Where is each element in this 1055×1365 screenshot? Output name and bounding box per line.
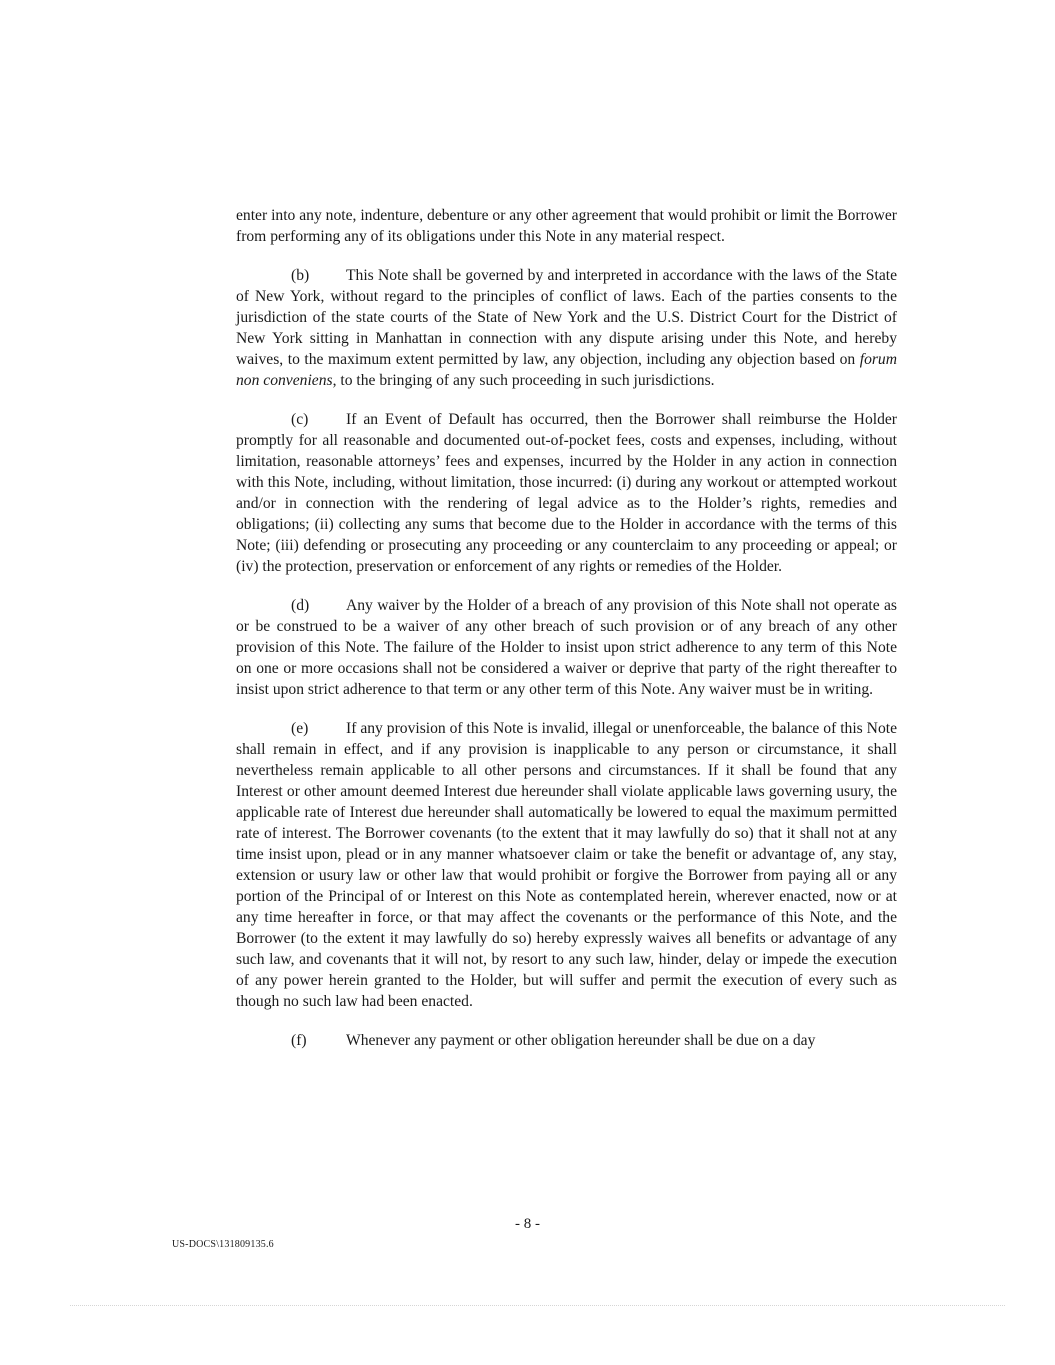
page-number: - 8 - [515,1216,540,1232]
paragraph-b-text-after: , to the bringing of any such proceeding in such jurisdictions. [332,372,715,389]
paragraph-c-text: If an Event of Default has occurred, then the Borrower shall reimburse the Holder promptly for all reasonable and documented out-of-pocket fees, costs and expenses, including, without limitation, reasonable attorneys’ fees and expenses, incurred by the Holder in any action in connection with this Note, including, without limitation, those incurred: (i) during any workout or attempted workout and/or in connection with the rendering of legal advice as to the Holder’s rights, remedies and obligations; (ii) collecting any sums that become due to the Holder in accordance with the terms of this Note; (iii) defending or prosecuting any proceeding or any counterclaim to any proceeding or appeal; or (iv) the protection, preservation or enforcement of any rights or remedies of the Holder. [236,411,897,575]
paragraph-b [236,265,897,391]
paragraph-c [236,409,897,577]
paragraph-e [236,718,897,1012]
page-bottom-divider [70,1305,1005,1306]
paragraph-f-text: Whenever any payment or other obligation hereunder shall be due on a day [346,1032,816,1049]
paragraph-f [236,1030,897,1051]
paragraph-e-label: (e) [291,720,309,737]
paragraph-d-label: (d) [291,597,310,614]
document-id: US-DOCS\131809135.6 [172,1239,274,1250]
paragraph-a-continuation [236,205,897,247]
paragraph-b-text-before: This Note shall be governed by and interpreted in accordance with the laws of the State of New York, without regard to the principles of conflict of laws. Each of the parties consents to the jurisdiction of the state courts of the State of New York and the U.S. District Court for the District of New York sitting in Manhattan in connection with any dispute arising under this Note, and hereby waives, to the maximum extent permitted by law, any objection, including any objection based on [236,267,897,368]
paragraph-f-label: (f) [291,1032,307,1049]
body-text [236,205,897,1069]
paragraph-d-text: Any waiver by the Holder of a breach of any provision of this Note shall not operate as or be construed to be a waiver of any other breach of such provision or of any breach of any other provision of this Note. The failure of the Holder to insist upon strict adherence to any term of this Note on one or more occasions shall not be considered a waiver or deprive that party of the right thereafter to insist upon strict adherence to that term or any other term of this Note. Any waiver must be in writing. [236,597,897,698]
paragraph-a-text: enter into any note, indenture, debenture or any other agreement that would prohibit or limit the Borrower from performing any of its obligations under this Note in any material respect. [236,207,897,245]
paragraph-b-label: (b) [291,267,310,284]
paragraph-d [236,595,897,700]
paragraph-c-label: (c) [291,411,309,428]
paragraph-e-text: If any provision of this Note is invalid, illegal or unenforceable, the balance of this Note shall remain in effect, and if any provision is inapplicable to any person or circumstance, it shall nevertheless remain applicable to all other persons and circumstances. If it shall be found that any Interest or other amount deemed Interest due hereunder shall violate applicable laws governing usury, the applicable rate of Interest due hereunder shall automatically be lowered to equal the maximum permitted rate of interest. The Borrower covenants (to the extent that it may lawfully do so) that it shall not at any time insist upon, plead or in any manner whatsoever claim or take the benefit or advantage of, any stay, extension or usury law or other law that would prohibit or forgive the Borrower from paying all or any portion of the Principal of or Interest on this Note as contemplated herein, wherever enacted, now or at any time hereafter in force, or that may affect the covenants or the performance of this Note, and the Borrower (to the extent it may lawfully do so) hereby expressly waives all benefits or advantage of any such law, and covenants that it will not, by resort to any such law, hinder, delay or impede the execution of any power herein granted to the Holder, but will suffer and permit the execution of every such as though no such law had been enacted. [236,720,897,1010]
paragraph-b-italic: forum non conveniens [236,351,897,389]
